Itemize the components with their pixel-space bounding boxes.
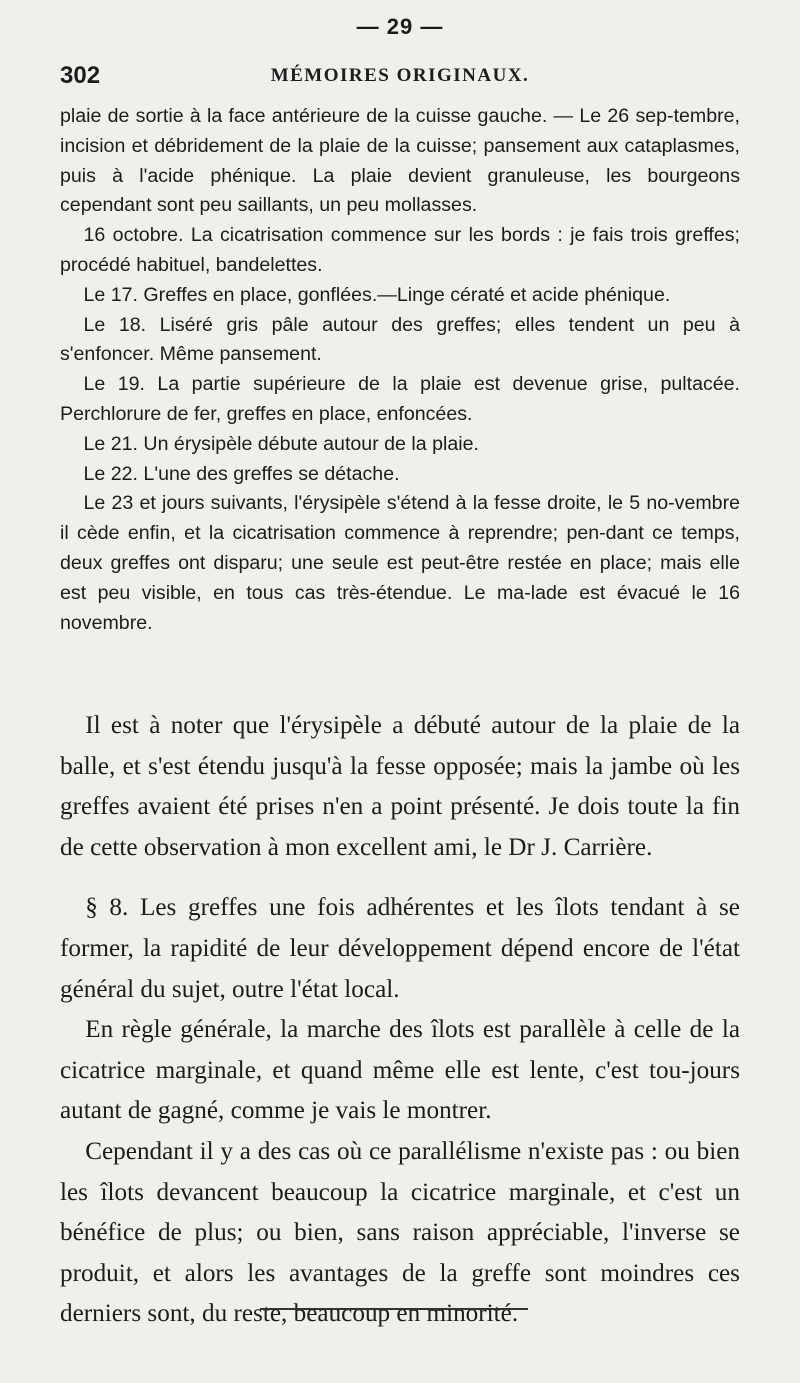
section-paragraph: § 8. Les greffes une fois adhérentes et les îlots tendant à se former, la rapidité de leur développement dépend encore de l'état général du sujet, outre l'état local. <box>60 894 740 1003</box>
case-paragraph: 16 octobre. La cicatrisation commence sur les bords : je fais trois greffes; procédé habituel, bandelettes. <box>60 224 740 276</box>
page-header <box>60 62 740 92</box>
case-paragraph: Le 17. Greffes en place, gonflées.—Linge cératé et acide phénique. <box>83 283 671 306</box>
case-paragraph: Le 19. La partie supérieure de la plaie est devenue grise, pultacée. Perchlorure de fer, greffes en place, enfoncées. <box>60 373 740 425</box>
body-paragraph: Il est à noter que l'érysipèle a débuté autour de la plaie de la balle, et s'est étendu jusqu'à la fesse opposée; mais la jambe où les greffes avaient été prises n'en a point présenté. Je dois toute la fin de cette observation à mon excellent ami, le Dr J. Carrière. <box>60 712 740 861</box>
page-number: 302 <box>60 62 101 89</box>
end-rule <box>260 1308 528 1310</box>
case-notes <box>60 102 740 638</box>
body-paragraph: En règle générale, la marche des îlots est parallèle à celle de la cicatrice marginale, et quand même elle est lente, c'est tou-jours autant de gagné, comme je vais le montrer. <box>60 1016 740 1125</box>
main-text <box>60 706 740 1335</box>
case-paragraph: Le 18. Liséré gris pâle autour des greffes; elles tendent un peu à s'enfoncer. Même pansement. <box>60 313 740 366</box>
case-paragraph: plaie de sortie à la face antérieure de la cuisse gauche. — Le 26 sep-tembre, incision et débridement de la plaie de la cuisse; pansement aux cataplasmes, puis à l'acide phénique. La plaie devient granuleuse, les bourgeons cependant sont peu saillants, un peu mollasses. <box>60 105 740 217</box>
body-paragraph: Cependant il y a des cas où ce parallélisme n'existe pas : ou bien les îlots devancent beaucoup la cicatrice marginale, et c'est un bénéfice de plus; ou bien, sans raison appréciable, l'inverse se produit, et alors les avantages de la greffe sont moindres ces derniers sont, du reste, beaucoup en minorité. <box>60 1137 740 1328</box>
case-paragraph: Le 21. Un érysipèle débute autour de la plaie. <box>83 432 479 455</box>
case-paragraph: Le 22. L'une des greffes se détache. <box>83 462 400 485</box>
sheet-number: — 29 — <box>356 14 444 39</box>
case-paragraph: Le 23 et jours suivants, l'érysipèle s'étend à la fesse droite, le 5 no-vembre il cède enfin, et la cicatrisation commence à reprendre; pen-dant ce temps, deux greffes ont disparu; une seule est peut-être restée en place; mais elle est peu visible, en tous cas très-étendue. Le ma-lade est évacué le 16 novembre. <box>60 492 740 634</box>
running-title: MÉMOIRES ORIGINAUX. <box>270 65 530 86</box>
